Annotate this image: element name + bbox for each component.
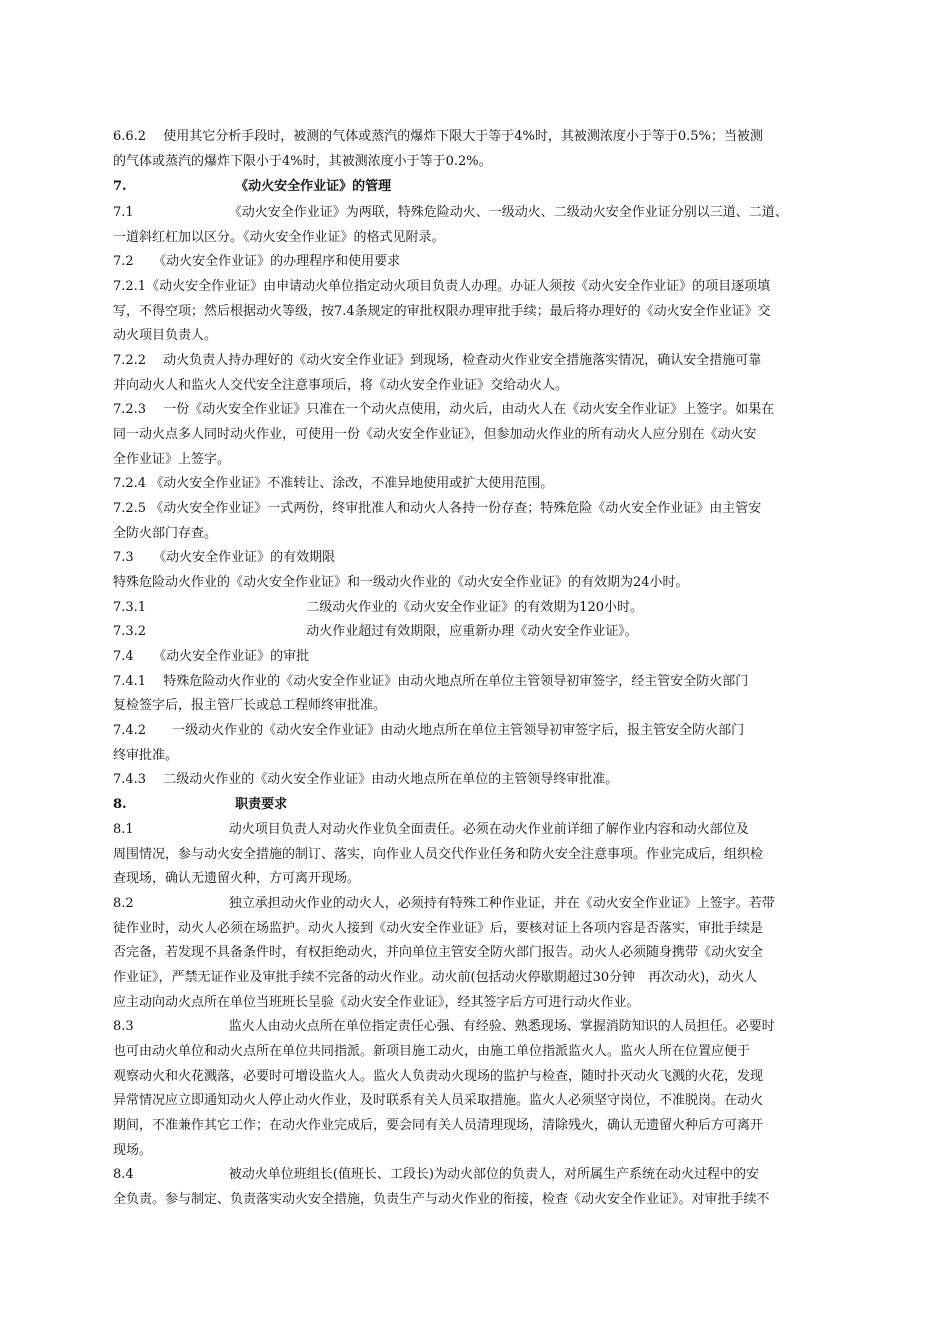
text-line: 7.4.1 特殊危险动火作业的《动火安全作业证》由动火地点所在单位主管领导初审签字，经主管安全防火部门 <box>113 674 749 689</box>
text-line: 6.6.2 使用其它分析手段时，被测的气体或蒸汽的爆炸下限大于等于4%时，其被测浓度小于等于0.5%；当被测 <box>113 129 763 144</box>
text-line: 观察动火和火花溅落，必要时可增设监火人。监火人负责动火现场的监护与检查，随时扑灭动火飞溅的火花，发现 <box>113 1069 764 1084</box>
text-line: 7.2.4 《动火安全作业证》不准转让、涂改，不准异地使用或扩大使用范围。 <box>113 476 554 491</box>
text-line: 7.4.2 一级动火作业的《动火安全作业证》由动火地点所在单位主管领导初审签字后，报主管安全防火部门 <box>113 723 745 738</box>
text-line: 异常情况应立即通知动火人停止动火作业，及时联系有关人员采取措施。监火人必须坚守岗位，不准脱岗。在动火 <box>113 1093 764 1108</box>
text-line: 动火项目负责人。 <box>113 328 218 343</box>
text-line: 7.3.2 动火作业超过有效期限，应重新办理《动火安全作业证》。 <box>113 624 638 639</box>
section-heading: 7. 《动火安全作业证》的管理 <box>113 179 392 194</box>
text-line: 全负责。参与制定、负责落实动火安全措施，负责生产与动火作业的衔接，检查《动火安全作业证》。对审批手续不 <box>113 1192 770 1207</box>
text-line: 查现场，确认无遗留火种，方可离开现场。 <box>113 871 361 886</box>
text-line: 8.1 动火项目负责人对动火作业负全面责任。必须在动火作业前详细了解作业内容和动火部位及 <box>113 822 749 837</box>
text-line: 同一动火点多人同时动火作业，可使用一份《动火安全作业证》，但参加动火作业的所有动火人应分别在《动火安 <box>113 427 757 442</box>
subsection-heading: 7.2 《动火安全作业证》的办理程序和使用要求 <box>113 254 401 269</box>
text-line: 全防火部门存查。 <box>113 526 218 541</box>
text-line: 7.1 《动火安全作业证》为两联，特殊危险动火、一级动火、二级动火安全作业证分别以三道、二道、 <box>113 205 788 220</box>
text-line: 复检签字后，报主管厂长或总工程师终审批准。 <box>113 698 387 713</box>
text-line: 作业证》，严禁无证作业及审批手续不完备的动火作业。动火前(包括动火停歇期超过30分钟 再次动火)，动火人 <box>113 970 758 985</box>
text-line: 周围情况，参与动火安全措施的制订、落实，向作业人员交代作业任务和防火安全注意事项。作业完成后，组织检 <box>113 847 764 862</box>
text-line: 7.3.1 二级动火作业的《动火安全作业证》的有效期为120小时。 <box>113 600 644 615</box>
subsection-heading: 7.3 《动火安全作业证》的有效期限 <box>113 550 336 565</box>
text-line: 全作业证》上签字。 <box>113 452 231 467</box>
subsection-heading: 7.4 《动火安全作业证》的审批 <box>113 649 310 664</box>
text-line: 期间，不准兼作其它工作；在动火作业完成后，要会同有关人员清理现场，清除残火，确认无遗留火种后方可离开 <box>113 1118 764 1133</box>
text-line: 8.4 被动火单位班组长(值班长、工段长)为动火部位的负责人，对所属生产系统在动火过程中的安 <box>113 1167 759 1182</box>
text-line: 的气体或蒸汽的爆炸下限小于4%时，其被测浓度小于等于0.2%。 <box>113 154 492 169</box>
text-line: 7.2.2 动火负责人持办理好的《动火安全作业证》到现场，检查动火作业安全措施落实情况，确认安全措施可靠 <box>113 353 762 368</box>
text-line: 8.3 监火人由动火点所在单位指定责任心强、有经验、熟悉现场、掌握消防知识的人员担任。必要时 <box>113 1019 775 1034</box>
section-heading: 8. 职责要求 <box>113 797 288 812</box>
text-line: 7.2.3 一份《动火安全作业证》只准在一个动火点使用，动火后，由动火人在《动火安全作业证》上签字。如果在 <box>113 402 775 417</box>
text-line: 一道斜红杠加以区分。《动火安全作业证》的格式见附录。 <box>113 230 445 245</box>
text-line: 并向动火人和监火人交代安全注意事项后，将《动火安全作业证》交给动火人。 <box>113 378 569 393</box>
text-line: 写，不得空项；然后根据动火等级，按7.4条规定的审批权限办理审批手续；最后将办理好的《动火安全作业证》交 <box>113 304 771 319</box>
text-line: 特殊危险动火作业的《动火安全作业证》和一级动火作业的《动火安全作业证》的有效期为24小时。 <box>113 575 689 590</box>
text-line: 应主动向动火点所在单位当班班长呈验《动火安全作业证》，经其签字后方可进行动火作业。 <box>113 995 640 1010</box>
text-line: 8.2 独立承担动火作业的动火人，必须持有特殊工种作业证，并在《动火安全作业证》上签字。若带 <box>113 896 775 911</box>
text-line: 7.4.3 二级动火作业的《动火安全作业证》由动火地点所在单位的主管领导终审批准。 <box>113 772 619 787</box>
text-line: 7.2.1《动火安全作业证》由申请动火单位指定动火项目负责人办理。办证人须按《动火安全作业证》的项目逐项填 <box>113 279 771 294</box>
text-line: 徒作业时，动火人必须在场监护。动火人接到《动火安全作业证》后，要核对证上各项内容是否落实，审批手续是 <box>113 921 764 936</box>
text-line: 否完备，若发现不具备条件时，有权拒绝动火，并向单位主管安全防火部门报告。动火人必须随身携带《动火安全 <box>113 945 764 960</box>
text-line: 现场。 <box>113 1143 153 1158</box>
text-line: 终审批准。 <box>113 748 179 763</box>
text-line: 也可由动火单位和动火点所在单位共同指派。新项目施工动火，由施工单位指派监火人。监火人所在位置应便于 <box>113 1044 751 1059</box>
text-line: 7.2.5 《动火安全作业证》一式两份，终审批准人和动火人各持一份存查；特殊危险《动火安全作业证》由主管安 <box>113 501 762 516</box>
